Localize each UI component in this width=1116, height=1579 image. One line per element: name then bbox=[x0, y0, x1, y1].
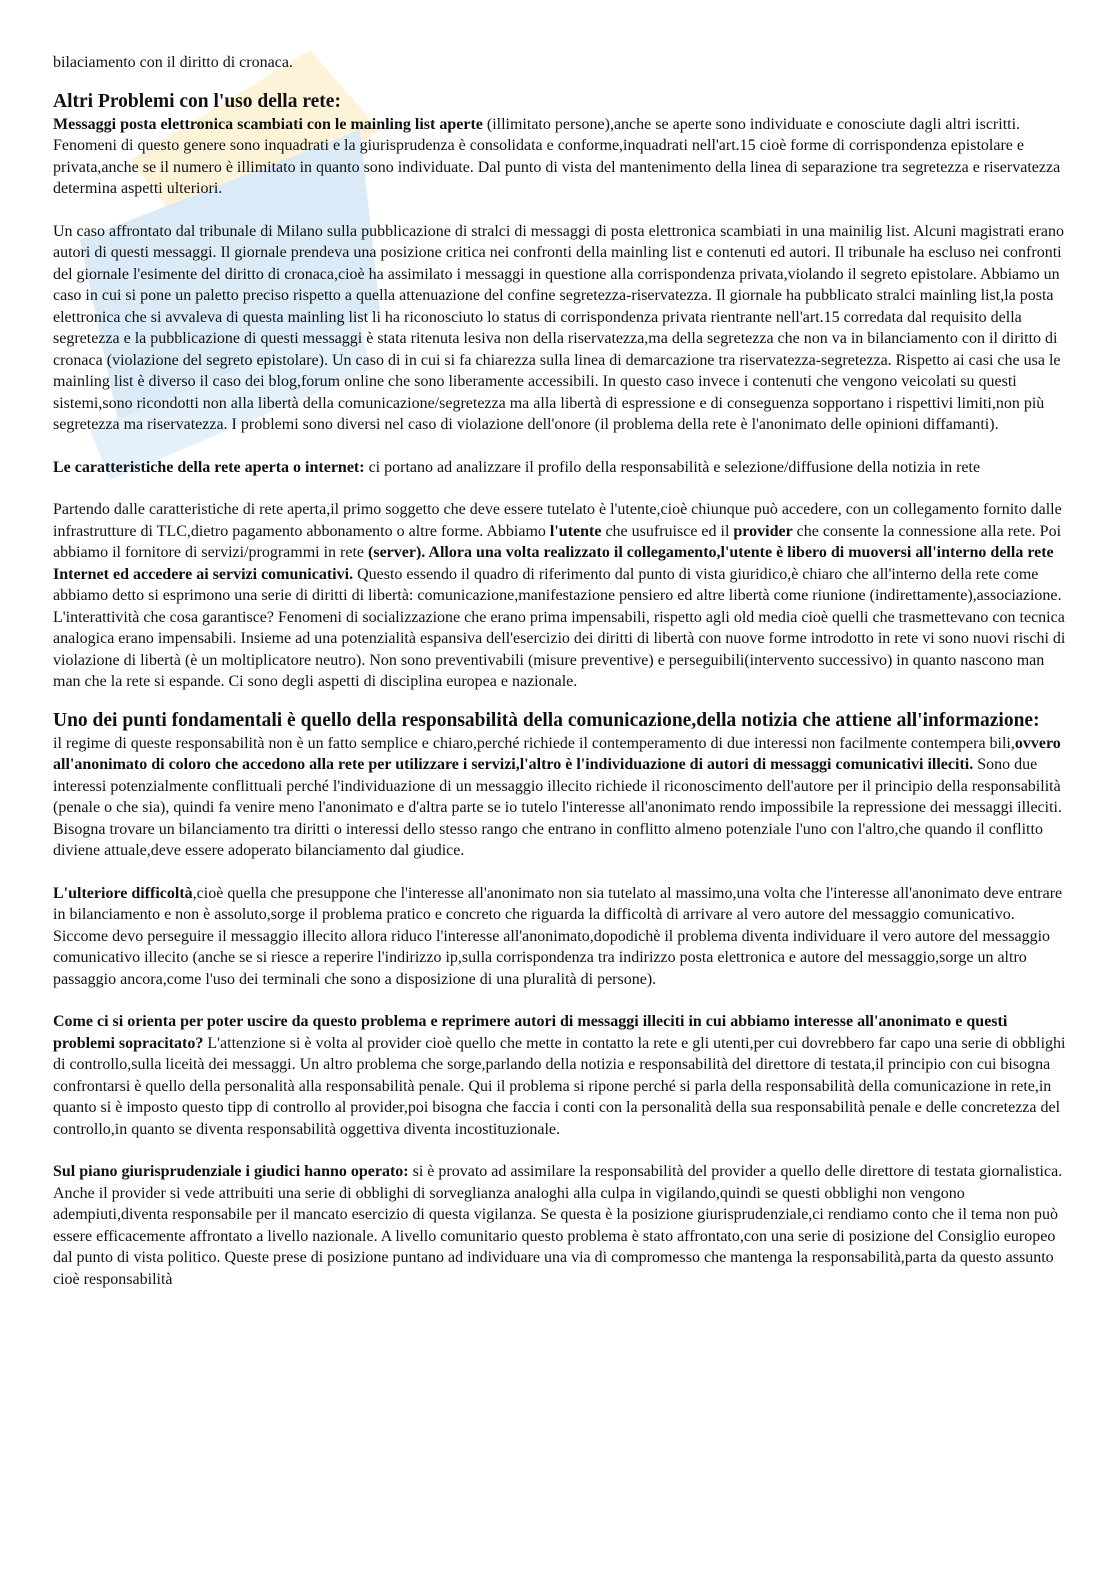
text-run: Sono due interessi potenzialmente conflittuali perché l'individuazione di un messaggio illecito richiede il riconoscimento dell'autore per il principio della responsabilità (penale o che sia), quindi fa venire meno l'anonimato e d'altra parte se io tutelo l'interesse all'anonimato rendo impossibile la repressione dei messaggi illeciti. Bisogna trovare un bilanciamento tra diritti o interessi dello stesso rango che entrano in conflitto almeno potenziale l'uno con l'altro,che quando il conflitto diviene attuale,deve essere adoperato bilanciamento dal giudice. bbox=[53, 756, 1062, 859]
text-run: bilaciamento con il diritto di cronaca. bbox=[53, 54, 293, 71]
text-run: ci portano ad analizzare il profilo della responsabilità e selezione/diffusione della notizia in rete bbox=[364, 458, 981, 476]
bold-run: l'utente bbox=[549, 522, 602, 540]
text-run: Questo essendo il quadro di riferimento dal punto di vista giuridico,è chiaro che all'interno della rete come abbiamo detto si esprimono una serie di diritti di libertà: comunicazione,manifestazione pensiero ed altre libertà come riunione (indirettamente),associazione. L'interattività che cosa garantisce? Fenomeni di socializzazione che erano prima impensabili, rispetto agli old media cioè quelli che trasmettevano con tecnica analogica erano impensabili. Insieme ad una potenzialità espansiva dell'esercizio dei diritti di libertà con nuove forme introdotto in rete vi sono nuovi rischi di violazione di libertà (è un moltiplicatore neutro). Non sono preventivabili (misure preventive) e perseguibili(intervento successivo) in quanto nascono man man che la rete si espande. Ci sono degli aspetti di disciplina europea e nazionale. bbox=[53, 565, 1066, 690]
paragraph bbox=[53, 221, 1069, 436]
section-heading bbox=[53, 90, 1069, 114]
text-run: L'attenzione si è volta al provider cioè quello che mette in contatto la rete e gli utenti,per cui dovrebbero far capo una serie di obblighi di controllo,sulla liceità dei messaggi. Un altro problema che sorge,parlando della notizia e responsabilità del direttore di testata,il principio con cui bisogna confrontarsi è quello della personalità alla responsabilità penale. Qui il problema si ripone perché si parla della responsabilità della comunicazione in rete,in quanto si è imposto questo tipp di controllo al provider,poi bisogna che faccia i conti con la personalità della sua responsabilità penale e delle concretezza del controllo,in quanto se diventa responsabilità oggettiva diventa incostituzionale. bbox=[53, 1034, 1066, 1138]
text-run: Un caso affrontato dal tribunale di Milano sulla pubblicazione di stralci di messaggi di posta elettronica scambiati in una mainilig list. Alcuni magistrati erano autori di questi messaggi. Il giornale prendeva una posizione critica nei confronti della mainling list e contenuti ed autori. Il tribunale ha escluso nei confronti del giornale l'esimente del diritto di cronaca,cioè ha assimilato i messaggi in questione alla corrispondenza privata,violando il segreto epistolare. Abbiamo un caso in cui si pone un paletto preciso rispetto a quella attenuazione del confine segretezza-riservatezza. Il giornale ha pubblicato stralci mainling list,la posta elettronica che si avvaleva di questa mainling list li ha riconosciuto lo status di corrispondenza privata rientrante nell'art.15 corredata dal requisito della segretezza e la pubblicazione di questi messaggi è stata ritenuta lesiva non della riservatezza,ma della segretezza che non va in bilanciamento con il diritto di cronaca (violazione del segreto epistolare). Un caso di in cui si fa chiarezza sulla linea di demarcazione tra riservatezza-segretezza. Rispetto ai casi che usa le mainling list è diverso il caso dei blog,forum online che sono liberamente accessibili. In questo caso invece i contenuti che vengono veicolati su questi sistemi,sono ricondotti non alla libertà della comunicazione/segretezza ma alla libertà di espressione e di conseguenza sopportano i rispettivi limiti,non più segretezza ma riservatezza. I problemi sono diversi nel caso di violazione dell'onore (il problema della rete è l'anonimato delle opinioni diffamanti). bbox=[53, 222, 1065, 433]
bold-run: Come ci si orienta per poter uscire da questo problema e reprimere autori di messaggi illeciti in cui abbiamo interesse all'anonimato e questi problemi sopracitato? bbox=[53, 1013, 1008, 1052]
bold-run: (server). Allora una volta realizzato il collegamento,l'utente è libero di muoversi all'interno della rete Internet ed accedere ai servizi comunicativi. bbox=[53, 544, 1054, 583]
text-run: il regime di queste responsabilità non è un fatto semplice e chiaro,perché richiede il contemperamento di due interessi non facilmente contempera bili, bbox=[53, 734, 1015, 752]
bold-run: Messaggi posta elettronica scambiati con le mainling list aperte bbox=[53, 115, 483, 133]
section-heading bbox=[53, 709, 1069, 733]
paragraph bbox=[53, 733, 1069, 862]
paragraph bbox=[53, 1161, 1069, 1290]
bold-run: L'ulteriore difficoltà bbox=[53, 884, 193, 902]
text-run: che consente la connessione alla rete. Poi abbiamo il fornitore di servizi/programmi in rete bbox=[53, 522, 1062, 561]
bold-run: Le caratteristiche della rete aperta o internet: bbox=[53, 458, 365, 476]
paragraph bbox=[53, 457, 1069, 479]
text-run: Uno dei punti fondamentali è quello della responsabilità della comunicazione,della notizia che attiene all'informazione: bbox=[53, 709, 1040, 731]
text-run: si è provato ad assimilare la responsabilità del provider a quello delle direttore di testata giornalistica. Anche il provider si vede attribuiti una serie di obblighi di sorveglianza analoghi alla culpa in vigilando,quindi se questi obblighi non vengono adempiuti,diventa responsabile per il mancato esercizio di questa vigilanza. Se questa è la posizione giurisprudenziale,ci rendiamo conto che il tema non può essere efficacemente affrontato a livello nazionale. A livello comunitario questo problema è stato affrontato,con una serie di posizione del Consiglio europeo dal punto di vista politico. Queste prese di posizione puntano ad individuare una via di compromesso che mantenga la responsabilità,parta da questo assunto cioè responsabilità bbox=[53, 1163, 1063, 1288]
document-page bbox=[53, 52, 1069, 1290]
text-run: (illimitato persone),anche se aperte sono individuate e conosciute dagli altri iscritti. Fenomeni di questo genere sono inquadrati e la giurisprudenza è consolidata e conforme,inquadrati nell'art.15 cioè forme di corrispondenza epistolare e privata,anche se il numero è illimitato in quanto sono individuate. Dal punto di vista del mantenimento della linea di separazione tra segretezza e riservatezza determina aspetti ulteriori. bbox=[53, 115, 1061, 197]
text-run: che usufruisce ed il bbox=[601, 522, 734, 540]
paragraph bbox=[53, 883, 1069, 991]
bold-run: Sul piano giurisprudenziale i giudici hanno operato: bbox=[53, 1163, 409, 1180]
paragraph bbox=[53, 499, 1069, 693]
paragraph bbox=[53, 114, 1069, 200]
text-run: Altri Problemi con l'uso della rete: bbox=[53, 90, 341, 112]
text-run: Partendo dalle caratteristiche di rete aperta,il primo soggetto che deve essere tutelato è l'utente,cioè chiunque può accedere, con un collegamento fornito dalle infrastrutture di TLC,dietro pagamento abbonamento o altre forme. Abbiamo bbox=[53, 501, 1062, 540]
bold-run: ovvero all'anonimato di coloro che accedono alla rete per utilizzare i servizi,l'altro è l'individuazione di autori di messaggi comunicativi illeciti. bbox=[53, 734, 1061, 773]
bold-run: provider bbox=[733, 522, 793, 540]
text-run: ,cioè quella che presuppone che l'interesse all'anonimato non sia tutelato al massimo,una volta che l'interesse all'anonimato deve entrare in bilanciamento e non è assoluto,sorge il problema pratico e concreto che riguarda la difficoltà di arrivare al vero autore del messaggio comunicativo. Siccome devo perseguire il messaggio illecito allora riduco l'interesse all'anonimato,dopodichè il problema diventa individuare il vero autore del messaggio comunicativo illecito (anche se si riesce a reperire l'indirizzo ip,sulla corrispondenza tra indirizzo posta elettronica e autore del messaggio,sorge un altro passaggio ancora,come l'uso dei terminali che sono a disposizione di una pluralità di persone). bbox=[53, 884, 1063, 988]
paragraph bbox=[53, 1011, 1069, 1140]
paragraph bbox=[53, 52, 1069, 74]
